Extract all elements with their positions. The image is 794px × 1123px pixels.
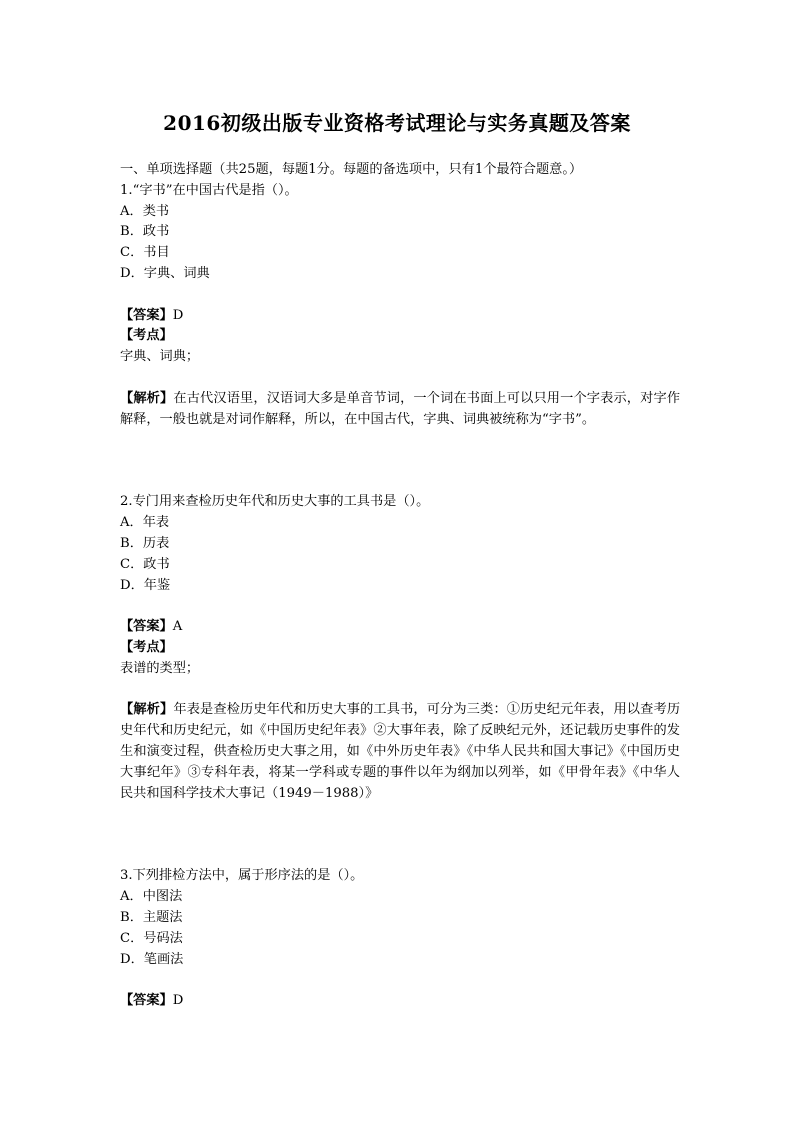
- option-d: D．年鉴: [120, 577, 171, 593]
- point-tag-line: [120, 638, 680, 659]
- answer-tag: 【答案】: [120, 619, 173, 635]
- point-tag: 【考点】: [120, 328, 173, 344]
- question-stem: 3.下列排检方法中，属于形序法的是（）。: [120, 868, 364, 884]
- spacer: [120, 596, 680, 617]
- question-stem: 1.“字书”在中国古代是指（）。: [120, 182, 298, 198]
- spacer: [120, 680, 680, 701]
- point-tag: 【考点】: [120, 639, 173, 655]
- answer-line: [120, 617, 680, 638]
- analysis-text: 年表是查检历史年代和历史大事的工具书，可分为三类：①历史纪元年表，用以查考历史年代和历史纪元，如《中国历史纪年表》②大事年表，除了反映纪元外，还记载历史事件的发生和演变过程，供查检历史大事之用，如《中外历史年表》《中华人民共和国大事记》《中国历史大事纪年》③专科年表，将某一学科或专题的事件以年为纲加以列举，如《甲骨年表》《中华人民共和国科学技术大事记（1949－1988）》: [120, 702, 681, 801]
- spacer: [120, 285, 680, 306]
- section-heading: 一、单项选择题（共25题，每题1分。每题的备选项中，只有1个最符合题意。）: [120, 162, 583, 177]
- answer-tag: 【答案】: [120, 993, 173, 1009]
- option-d: D．字典、词典: [120, 265, 210, 281]
- option-b: B．政书: [120, 224, 170, 240]
- spacer: [120, 804, 680, 866]
- question-block-2: [120, 492, 680, 804]
- document-body: [120, 160, 680, 1012]
- option-b: B．主题法: [120, 909, 183, 925]
- option-c: C．政书: [120, 556, 170, 572]
- option-c: C．书目: [120, 245, 170, 261]
- answer-tag: 【答案】: [120, 307, 173, 323]
- analysis-tag: 【解析】: [120, 390, 174, 406]
- answer-line: [120, 991, 680, 1012]
- question-block-3: [120, 866, 680, 1012]
- analysis-text: 在古代汉语里，汉语词大多是单音节词，一个词在书面上可以只用一个字表示，对字作解释，一般也就是对词作解释，所以，在中国古代，字典、词典被统称为“字书”。: [120, 390, 681, 427]
- option-a: A．中图法: [120, 889, 183, 905]
- option-d: D．笔画法: [120, 951, 184, 967]
- answer-value: D: [172, 993, 184, 1009]
- point-text: 字典、词典；: [120, 349, 200, 365]
- answer-line: [120, 306, 680, 327]
- spacer: [120, 970, 680, 991]
- question-stem: 2.专门用来查检历史年代和历史大事的工具书是（）。: [120, 494, 430, 510]
- document-title: 2016初级出版专业资格考试理论与实务真题及答案: [163, 111, 631, 135]
- option-a: A．类书: [120, 203, 170, 219]
- answer-value: D: [172, 307, 184, 323]
- spacer: [120, 368, 680, 389]
- analysis-paragraph: [120, 700, 680, 804]
- analysis-tag: 【解析】: [120, 702, 174, 718]
- question-block-1: [120, 181, 680, 431]
- option-c: C．号码法: [120, 930, 183, 946]
- option-b: B．历表: [120, 535, 170, 551]
- spacer: [120, 430, 680, 492]
- analysis-paragraph: [120, 389, 680, 431]
- option-a: A．年表: [120, 515, 170, 531]
- point-tag-line: [120, 326, 680, 347]
- answer-value: A: [172, 619, 183, 635]
- point-text: 表谱的类型；: [120, 660, 200, 676]
